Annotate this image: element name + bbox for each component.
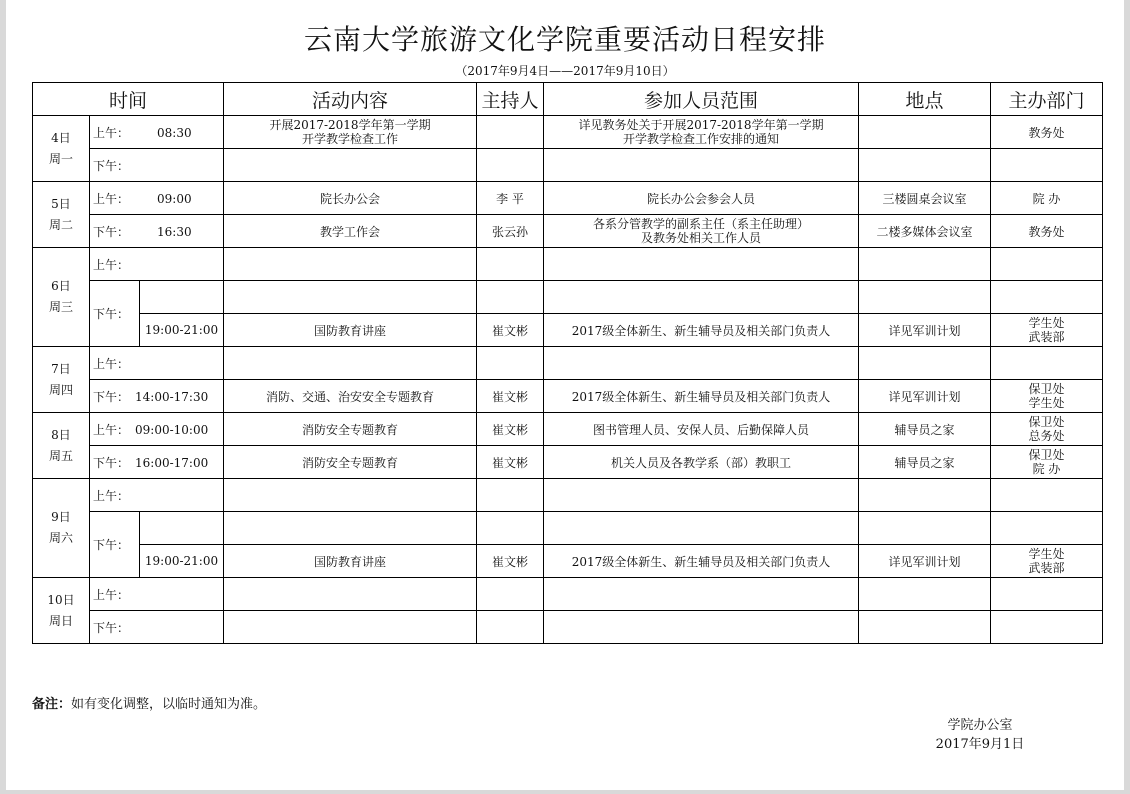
organizer-cell: 保卫处 总务处 [991, 413, 1103, 446]
time-cell: 上午： [90, 479, 224, 512]
time-cell: 上午： [90, 347, 224, 380]
organizer-cell: 学生处 武装部 [991, 314, 1103, 347]
signature-block [900, 716, 1060, 754]
participants-cell: 院长办公会参会人员 [544, 182, 859, 215]
table-row [33, 149, 1103, 182]
location-cell: 三楼圆桌会议室 [859, 182, 991, 215]
window-frame-right [1124, 0, 1130, 794]
organizer-cell: 教务处 [991, 116, 1103, 149]
header-host: 主持人 [477, 83, 544, 116]
participants-cell: 详见教务处关于开展2017-2018学年第一学期 开学教学检查工作安排的通知 [544, 116, 859, 149]
table-row [33, 347, 1103, 380]
time-cell: 19:00-21:00 [140, 545, 224, 578]
time-cell: 下午： [90, 611, 224, 644]
day-cell: 9日 周六 [33, 479, 90, 578]
participants-cell: 图书管理人员、安保人员、后勤保障人员 [544, 413, 859, 446]
window-frame-bottom [0, 790, 1130, 794]
content-cell: 教学工作会 [224, 215, 477, 248]
host-cell: 崔文彬 [477, 380, 544, 413]
table-row [33, 215, 1103, 248]
window-frame-left [0, 0, 6, 794]
time-label-cell: 下午： [90, 512, 140, 578]
table-row [33, 545, 1103, 578]
time-cell: 上午： 09:00-10:00 [90, 413, 224, 446]
table-row [33, 512, 1103, 545]
organizer-cell: 院 办 [991, 182, 1103, 215]
header-location: 地点 [859, 83, 991, 116]
date-range-subtitle: （2017年9月4日——2017年9月10日） [455, 64, 675, 78]
content-cell: 消防安全专题教育 [224, 446, 477, 479]
time-cell: 下午： 16:00-17:00 [90, 446, 224, 479]
host-cell: 李 平 [477, 182, 544, 215]
table-row [33, 248, 1103, 281]
table-row [33, 281, 1103, 314]
time-cell: 上午： 09:00 [90, 182, 224, 215]
participants-cell: 2017级全体新生、新生辅导员及相关部门负责人 [544, 380, 859, 413]
header-organizer: 主办部门 [991, 83, 1103, 116]
host-cell: 崔文彬 [477, 446, 544, 479]
location-cell: 详见军训计划 [859, 314, 991, 347]
participants-cell: 机关人员及各教学系（部）教职工 [544, 446, 859, 479]
content-cell: 院长办公会 [224, 182, 477, 215]
schedule-table [32, 82, 1103, 644]
content-cell: 国防教育讲座 [224, 545, 477, 578]
remark-label: 备注： [32, 697, 72, 712]
time-cell: 上午： 08:30 [90, 116, 224, 149]
day-cell: 5日 周二 [33, 182, 90, 248]
day-cell: 7日 周四 [33, 347, 90, 413]
content-cell: 国防教育讲座 [224, 314, 477, 347]
time-cell: 下午： 16:30 [90, 215, 224, 248]
signature-office: 学院办公室 [947, 718, 1013, 733]
header-content: 活动内容 [224, 83, 477, 116]
day-cell: 8日 周五 [33, 413, 90, 479]
table-row [33, 611, 1103, 644]
remark-note [32, 693, 266, 712]
time-cell: 下午： [90, 149, 224, 182]
location-cell: 详见军训计划 [859, 380, 991, 413]
table-row [33, 182, 1103, 215]
host-cell: 崔文彬 [477, 413, 544, 446]
location-cell [859, 116, 991, 149]
time-cell: 上午： [90, 248, 224, 281]
time-cell: 19:00-21:00 [140, 314, 224, 347]
organizer-cell: 保卫处 院 办 [991, 446, 1103, 479]
location-cell: 辅导员之家 [859, 446, 991, 479]
host-cell: 崔文彬 [477, 314, 544, 347]
table-row [33, 479, 1103, 512]
participants-cell: 各系分管教学的副系主任（系主任助理） 及教务处相关工作人员 [544, 215, 859, 248]
location-cell: 辅导员之家 [859, 413, 991, 446]
table-row [33, 380, 1103, 413]
document-title: 云南大学旅游文化学院重要活动日程安排 [303, 23, 826, 56]
content-cell: 开展2017-2018学年第一学期 开学教学检查工作 [224, 116, 477, 149]
location-cell: 二楼多媒体会议室 [859, 215, 991, 248]
participants-cell: 2017级全体新生、新生辅导员及相关部门负责人 [544, 545, 859, 578]
table-row [33, 413, 1103, 446]
time-label-cell: 下午： [90, 281, 140, 347]
host-cell: 崔文彬 [477, 545, 544, 578]
table-row [33, 314, 1103, 347]
day-cell: 10日 周日 [33, 578, 90, 644]
host-cell: 张云孙 [477, 215, 544, 248]
remark-text: 如有变化调整，以临时通知为准。 [71, 697, 267, 712]
organizer-cell: 教务处 [991, 215, 1103, 248]
header-participants: 参加人员范围 [544, 83, 859, 116]
time-cell: 下午： 14:00-17:30 [90, 380, 224, 413]
signature-date: 2017年9月1日 [935, 737, 1025, 752]
organizer-cell: 学生处 武装部 [991, 545, 1103, 578]
participants-cell: 2017级全体新生、新生辅导员及相关部门负责人 [544, 314, 859, 347]
organizer-cell: 保卫处 学生处 [991, 380, 1103, 413]
day-cell: 6日 周三 [33, 248, 90, 347]
table-row [33, 116, 1103, 149]
content-cell: 消防、交通、治安安全专题教育 [224, 380, 477, 413]
content-cell: 消防安全专题教育 [224, 413, 477, 446]
host-cell [477, 116, 544, 149]
location-cell: 详见军训计划 [859, 545, 991, 578]
time-cell: 上午： [90, 578, 224, 611]
table-row [33, 578, 1103, 611]
day-cell: 4日 周一 [33, 116, 90, 182]
header-row [33, 83, 1103, 116]
header-time: 时间 [33, 83, 224, 116]
table-row [33, 446, 1103, 479]
